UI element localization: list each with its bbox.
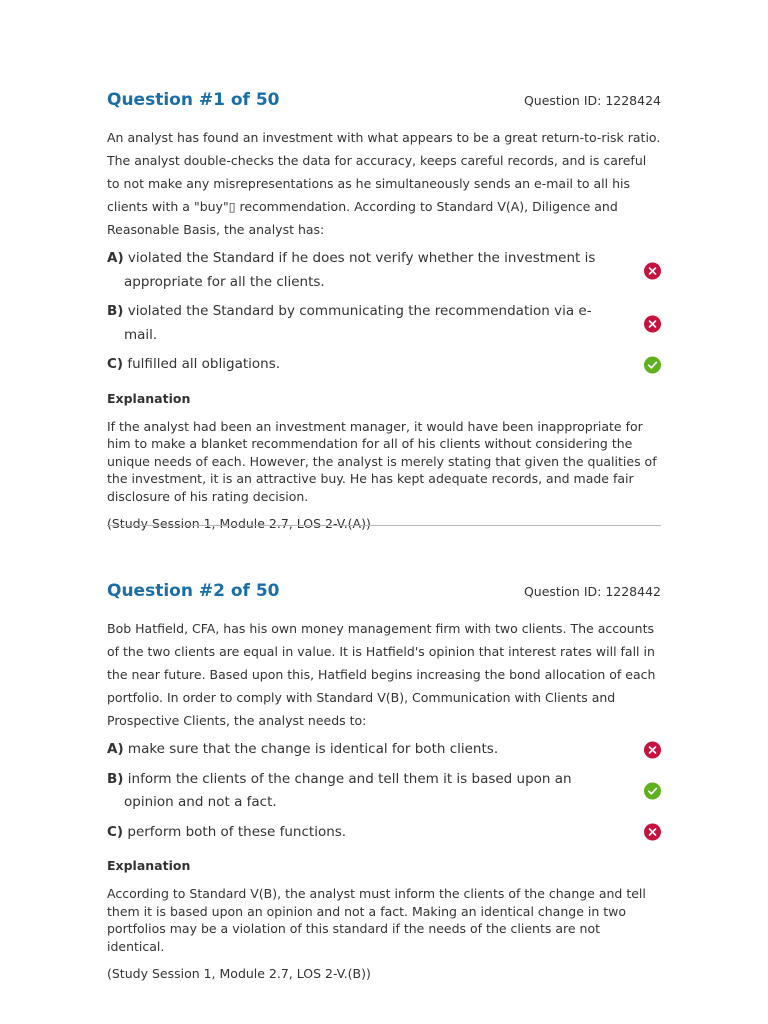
answer-list [107, 738, 661, 844]
question-id: Question ID: 1228424 [523, 92, 661, 108]
answer-letter: C) [107, 823, 124, 840]
answer-option-c[interactable] [107, 821, 661, 845]
check-circle-icon [644, 783, 661, 800]
answer-option-b[interactable] [107, 300, 661, 347]
answer-option-c[interactable] [107, 353, 661, 377]
x-circle-icon [644, 315, 661, 332]
answer-option-a[interactable] [107, 738, 661, 762]
question-text: An analyst has found an investment with what appears to be a great return-to-risk ratio. The analyst double-checks the data for accuracy, keeps careful records, and is careful to not make any misrepresentations as he simultaneously sends an e-mail to all his clients with a "buy"▯ recommendation. According to Standard V(A), Diligence and Reasonable Basis, the analyst has: [107, 130, 661, 237]
explanation-text: According to Standard V(B), the analyst must inform the clients of the change and tell them it is based upon an opinion and not a fact. Making an identical change in two portfolios may be a violation of this standard if the needs of the clients are not identical. [107, 886, 646, 954]
question-header [107, 577, 661, 605]
question-id: Question ID: 1228442 [523, 583, 661, 599]
question-1 [107, 86, 661, 532]
section-divider [107, 525, 661, 526]
explanation-text: If the analyst had been an investment manager, it would have been inappropriate for him to make a blanket recommendation for all of his clients without considering the unique needs of each. However, the analyst is merely stating that given the qualities of the investment, it is an attractive buy. He has kept adequate records, and made fair disclosure of his rating decision. [107, 418, 657, 504]
answer-label: perform both of these functions. [127, 823, 347, 840]
question-text: Bob Hatfield, CFA, has his own money management firm with two clients. The accounts of the two clients are equal in value. It is Hatfield's opinion that interest rates will fall in the near future. Based upon this, Hatfield begins increasing the bond allocation of each portfolio. In order to comply with Standard V(B), Communication with Clients and Prospective Clients, the analyst needs to: [107, 621, 656, 728]
answer-label: fulfilled all obligations. [127, 356, 281, 372]
question-2 [107, 577, 661, 982]
question-title: Question #1 of 50 [107, 90, 280, 110]
answer-letter: B) [107, 303, 124, 319]
answer-option-b[interactable] [107, 768, 661, 815]
study-reference: (Study Session 1, Module 2.7, LOS 2-V.(A)) [107, 516, 371, 531]
explanation-heading: Explanation [107, 390, 191, 406]
answer-list [107, 247, 661, 377]
explanation-heading: Explanation [107, 858, 191, 873]
answer-letter: C) [107, 356, 124, 372]
answer-option-a[interactable] [107, 247, 661, 294]
answer-letter: A) [107, 250, 124, 266]
study-reference: (Study Session 1, Module 2.7, LOS 2-V.(B)) [107, 966, 371, 981]
question-title: Question #2 of 50 [107, 581, 280, 601]
question-header [107, 86, 661, 114]
check-circle-icon [644, 356, 661, 373]
answer-label: inform the clients of the change and tell them it is based upon an opinion and not a fact. [124, 770, 572, 810]
x-circle-icon [644, 741, 661, 758]
x-circle-icon [644, 262, 661, 279]
answer-label: make sure that the change is identical for both clients. [127, 741, 499, 757]
answer-letter: A) [107, 741, 124, 757]
answer-label: violated the Standard if he does not verify whether the investment is appropriate for all the clients. [124, 250, 596, 290]
answer-label: violated the Standard by communicating the recommendation via e-mail. [124, 303, 592, 343]
answer-letter: B) [107, 770, 124, 787]
x-circle-icon [644, 824, 661, 841]
